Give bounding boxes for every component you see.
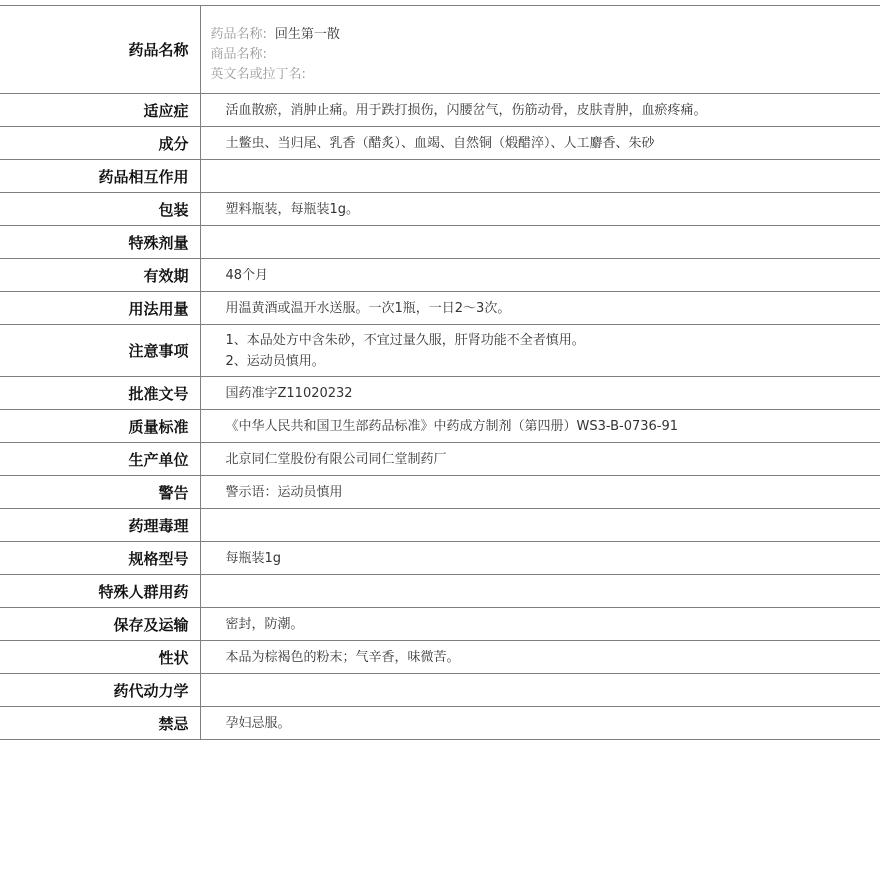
row-label: 适应症 <box>0 94 200 127</box>
drug-info-table-body <box>0 6 880 740</box>
table-row <box>0 476 880 509</box>
english-name-line <box>211 65 880 85</box>
table-row <box>0 575 880 608</box>
row-value <box>200 6 880 94</box>
row-value <box>200 325 880 377</box>
table-row <box>0 410 880 443</box>
table-row-drug-name <box>0 6 880 94</box>
row-value-line: 1、本品处方中含朱砂，不宜过量久服，肝肾功能不全者慎用。 <box>225 332 585 348</box>
table-row <box>0 641 880 674</box>
table-row <box>0 707 880 740</box>
row-label: 包装 <box>0 193 200 226</box>
row-value <box>200 193 880 226</box>
row-value <box>200 377 880 410</box>
row-label: 保存及运输 <box>0 608 200 641</box>
row-value-line: 警示语：运动员慎用 <box>225 484 343 500</box>
row-value <box>200 127 880 160</box>
row-value-line: 《中华人民共和国卫生部药品标准》中药成方制剂（第四册）WS3-B-0736-91 <box>225 418 679 434</box>
row-label: 用法用量 <box>0 292 200 325</box>
row-value-line: 每瓶装1g <box>225 550 282 566</box>
row-label: 药品相互作用 <box>0 160 200 193</box>
row-label: 注意事项 <box>0 325 200 377</box>
row-label: 性状 <box>0 641 200 674</box>
row-value-line: 48个月 <box>225 267 269 283</box>
common-name-label: 药品名称: <box>210 26 267 42</box>
trade-name-line <box>211 45 880 65</box>
row-value <box>200 410 880 443</box>
row-value <box>200 641 880 674</box>
row-value-line: 国药准字Z11020232 <box>225 385 353 401</box>
row-label: 药品名称 <box>0 6 200 94</box>
table-row <box>0 443 880 476</box>
row-value-line: 活血散瘀，消肿止痛。用于跌打损伤，闪腰岔气，伤筋动骨，皮肤青肿，血瘀疼痛。 <box>225 102 707 118</box>
row-value <box>200 707 880 740</box>
row-value-line: 塑料瓶装，每瓶装1g。 <box>225 201 360 217</box>
table-row <box>0 608 880 641</box>
row-value <box>200 259 880 292</box>
row-label: 药理毒理 <box>0 509 200 542</box>
row-value <box>200 292 880 325</box>
row-label: 禁忌 <box>0 707 200 740</box>
table-row <box>0 377 880 410</box>
english-name-label: 英文名或拉丁名: <box>210 66 306 82</box>
row-value <box>200 674 880 707</box>
row-label: 批准文号 <box>0 377 200 410</box>
table-row <box>0 542 880 575</box>
row-value <box>200 226 880 259</box>
row-label: 规格型号 <box>0 542 200 575</box>
row-value <box>200 608 880 641</box>
row-value <box>200 509 880 542</box>
row-value-line: 2、运动员慎用。 <box>225 353 325 369</box>
common-name-value: 回生第一散 <box>274 26 340 42</box>
table-row <box>0 127 880 160</box>
table-row <box>0 160 880 193</box>
row-label: 质量标准 <box>0 410 200 443</box>
row-label: 特殊剂量 <box>0 226 200 259</box>
row-value-line: 用温黄酒或温开水送服。一次1瓶，一日2～3次。 <box>225 300 511 316</box>
row-label: 生产单位 <box>0 443 200 476</box>
drug-info-table <box>0 5 880 740</box>
row-value <box>200 575 880 608</box>
row-label: 有效期 <box>0 259 200 292</box>
table-row <box>0 509 880 542</box>
row-value-line: 土鳖虫、当归尾、乳香（醋炙）、血竭、自然铜（煅醋淬）、人工麝香、朱砂 <box>225 135 655 151</box>
row-label: 成分 <box>0 127 200 160</box>
row-label: 特殊人群用药 <box>0 575 200 608</box>
table-row <box>0 674 880 707</box>
row-value <box>200 94 880 127</box>
common-name-line <box>211 25 880 45</box>
row-value-line: 北京同仁堂股份有限公司同仁堂制药厂 <box>225 451 447 467</box>
row-value <box>200 160 880 193</box>
row-value <box>200 542 880 575</box>
row-value-line: 孕妇忌服。 <box>225 715 291 731</box>
row-label: 药代动力学 <box>0 674 200 707</box>
table-row <box>0 193 880 226</box>
table-row <box>0 325 880 377</box>
table-row <box>0 259 880 292</box>
row-value-line: 本品为棕褐色的粉末；气辛香，味微苦。 <box>225 649 460 665</box>
row-value-line: 密封，防潮。 <box>225 616 304 632</box>
row-value <box>200 443 880 476</box>
table-row <box>0 292 880 325</box>
row-value <box>200 476 880 509</box>
table-row <box>0 94 880 127</box>
trade-name-label: 商品名称: <box>210 46 267 62</box>
table-row <box>0 226 880 259</box>
row-label: 警告 <box>0 476 200 509</box>
